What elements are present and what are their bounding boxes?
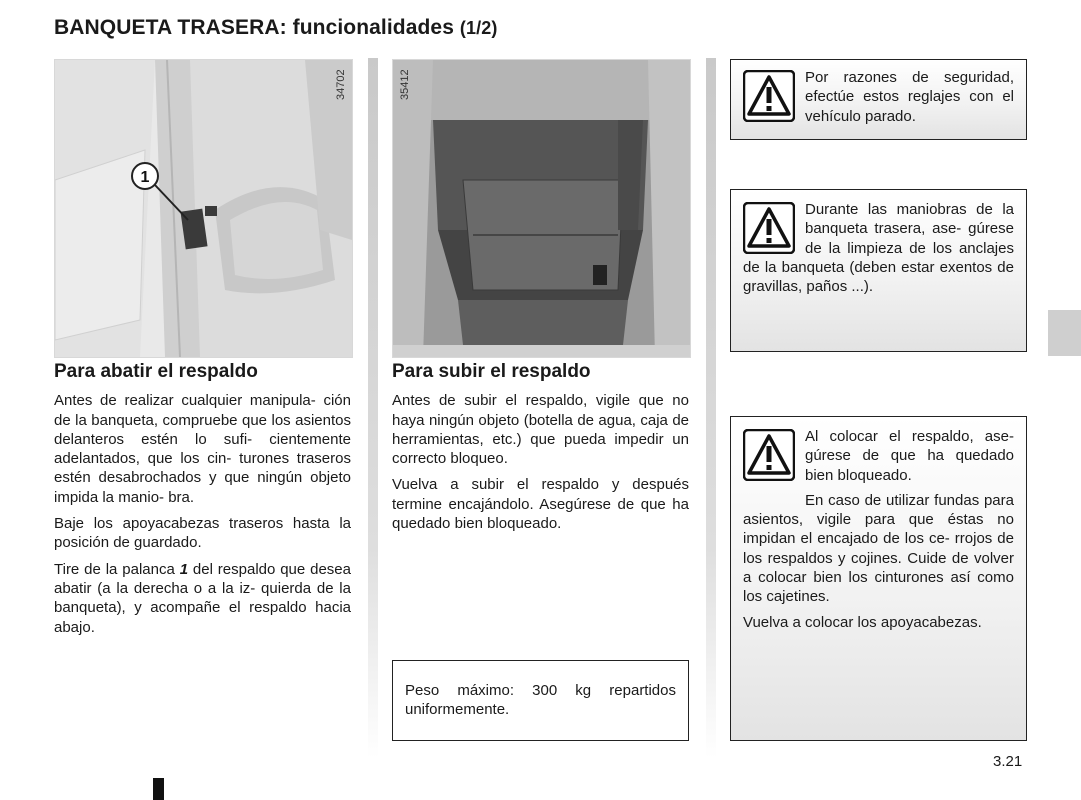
warning-box [730, 416, 1027, 741]
warning-text: En caso de utilizar fundas para asientos, vigile para que éstas no impidan el encajado de los ce- rrojos de los respaldos y cojines. Cuide de volver a colocar bien los cinturones así como los cajetines. [743, 491, 1014, 606]
text: del respaldo que desea abatir (a la derecha o a la iz- quierda de la banqueta), y acompañe el respaldo hacia abajo. [54, 560, 351, 636]
text: Durante las maniobras de la banqueta trasera, ase- gúrese de la limpieza de los anclajes de la banqueta [743, 201, 1014, 276]
warning-text: Por razones de seguridad, efectúe estos reglajes con el vehículo parado. [805, 69, 1014, 125]
title-part: (1/2) [459, 18, 498, 38]
page-title [54, 16, 497, 40]
lever-number: 1 [179, 560, 189, 578]
text: Tire de la palanca [54, 560, 180, 578]
print-mark [153, 778, 164, 800]
middle-column [392, 362, 689, 540]
warning-icon [743, 70, 795, 122]
photo-number: 35412 [399, 69, 411, 100]
weight-note-box: Peso máximo: 300 kg repartidos uniformemente. [392, 660, 689, 741]
photo-seat-lever [54, 59, 353, 358]
paragraph: Antes de realizar cualquier manipula- ción de la banqueta, compruebe que los asientos delanteros estén lo sufi- cientemente adelantados, que los cin- turones traseros estén desabrochados y que ningún objeto impida la manio- bra. [54, 392, 351, 506]
paragraph: Antes de subir el respaldo, vigile que no haya ningún objeto (botella de agua, caja de herramientas, etc.) que pueda impedir un correcto bloqueo. [392, 392, 689, 468]
callout-1: 1 [140, 169, 150, 186]
chapter-tab [1048, 310, 1081, 356]
photo-cargo-area [392, 59, 691, 358]
text: (deben estar exentos de gravillas, paños ...). [743, 258, 1014, 296]
warning-icon [743, 429, 795, 481]
photo-number: 34702 [335, 69, 347, 100]
warning-text: Al colocar el respaldo, ase- gúrese de que ha quedado bien bloqueado. [805, 428, 1014, 484]
left-column [54, 362, 351, 644]
page-number: 3.21 [993, 753, 1023, 770]
warning-box [730, 189, 1027, 352]
paragraph-lever [54, 560, 351, 637]
warning-box [730, 59, 1027, 140]
warning-text: Vuelva a colocar los apoyacabezas. [743, 613, 982, 631]
paragraph: Baje los apoyacabezas traseros hasta la posición de guardado. [54, 515, 351, 552]
warning-icon [743, 202, 795, 254]
title-text: BANQUETA TRASERA: funcionalidades [54, 16, 454, 39]
section-heading: Para subir el respaldo [392, 361, 591, 382]
column-separator [706, 58, 716, 758]
column-separator [368, 58, 378, 758]
section-heading: Para abatir el respaldo [54, 361, 258, 382]
paragraph: Vuelva a subir el respaldo y después termine encajándolo. Asegúrese de que ha quedado bien bloqueado. [392, 476, 689, 533]
